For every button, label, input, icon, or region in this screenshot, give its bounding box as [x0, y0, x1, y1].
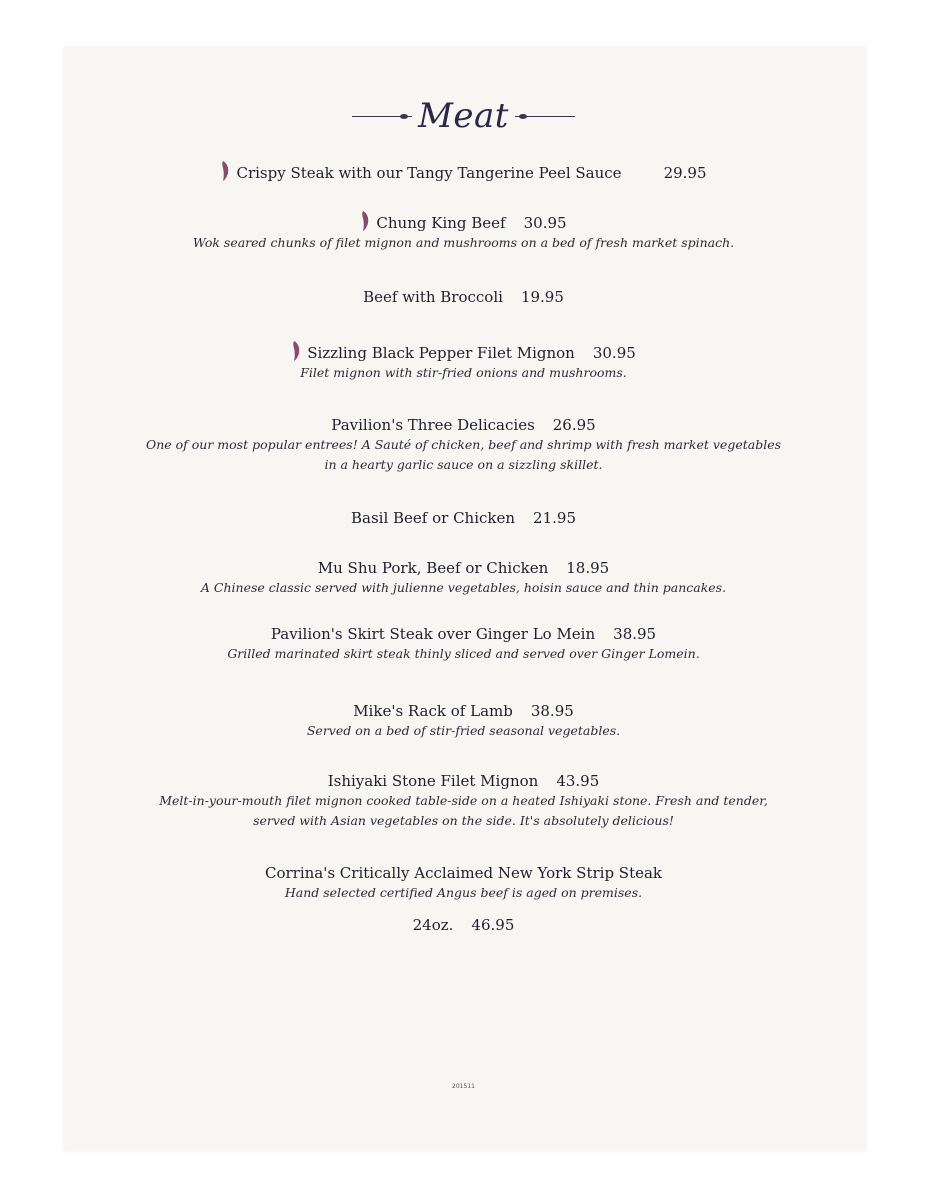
item-description: Hand selected certified Angus beef is aged on premises.	[284, 885, 643, 900]
item-description: One of our most popular entrees! A Sauté of chicken, beef and shrimp with fresh market vegetables	[145, 437, 782, 452]
item-name: Corrina's Critically Acclaimed New York Strip Steak	[264, 864, 663, 882]
menu-item	[0, 624, 927, 664]
menu-item	[0, 415, 927, 475]
menu-item	[0, 701, 927, 741]
menu-item	[0, 287, 927, 307]
item-size: 24oz.	[412, 916, 454, 934]
footer-code: 201511	[452, 1083, 475, 1090]
chili-pepper-icon	[220, 160, 230, 182]
item-name: Chung King Beef	[376, 214, 506, 232]
item-name: Mike's Rack of Lamb	[353, 702, 513, 720]
menu-item	[0, 210, 927, 253]
item-description-line2: in a hearty garlic sauce on a sizzling skillet.	[324, 457, 603, 472]
menu-item	[0, 508, 927, 528]
item-description: Wok seared chunks of filet mignon and mushrooms on a bed of fresh market spinach.	[192, 235, 735, 250]
item-price: 29.95	[663, 164, 707, 182]
item-name: Crispy Steak with our Tangy Tangerine Peel Sauce	[236, 164, 622, 182]
item-description: Filet mignon with stir-fried onions and mushrooms.	[300, 365, 627, 380]
ornament-right	[515, 116, 575, 117]
item-description: Served on a bed of stir-fried seasonal vegetables.	[306, 723, 621, 738]
chili-pepper-icon	[291, 340, 301, 362]
item-price: 38.95	[530, 702, 574, 720]
item-name: Pavilion's Three Delicacies	[331, 416, 535, 434]
item-price: 30.95	[592, 344, 636, 362]
item-price: 30.95	[523, 214, 567, 232]
item-description: Grilled marinated skirt steak thinly sliced and served over Ginger Lomein.	[227, 646, 700, 661]
item-name: Pavilion's Skirt Steak over Ginger Lo Mein	[270, 625, 596, 643]
ornament-left	[352, 116, 412, 117]
item-name: Mu Shu Pork, Beef or Chicken	[317, 559, 549, 577]
item-description: Melt-in-your-mouth filet mignon cooked table-side on a heated Ishiyaki stone. Fresh and tender,	[159, 793, 768, 808]
item-price: 46.95	[471, 916, 515, 934]
chili-pepper-icon	[360, 210, 370, 232]
item-name: Ishiyaki Stone Filet Mignon	[327, 772, 539, 790]
menu-item	[0, 771, 927, 831]
item-price: 18.95	[566, 559, 610, 577]
item-price: 43.95	[556, 772, 600, 790]
section-title: Meat	[418, 96, 509, 136]
menu-item	[0, 863, 927, 935]
item-description: A Chinese classic served with julienne vegetables, hoisin sauce and thin pancakes.	[200, 580, 727, 595]
item-name: Sizzling Black Pepper Filet Mignon	[307, 344, 575, 362]
menu-item	[0, 340, 927, 383]
item-price: 21.95	[533, 509, 576, 527]
item-price: 26.95	[552, 416, 596, 434]
section-header	[0, 96, 927, 136]
item-price: 19.95	[520, 288, 564, 306]
item-description-line2: served with Asian vegetables on the side. It's absolutely delicious!	[253, 813, 674, 828]
menu-item	[0, 160, 927, 183]
item-name: Basil Beef or Chicken	[350, 509, 516, 527]
item-name: Beef with Broccoli	[363, 288, 503, 306]
menu-item	[0, 558, 927, 598]
item-price: 38.95	[613, 625, 657, 643]
